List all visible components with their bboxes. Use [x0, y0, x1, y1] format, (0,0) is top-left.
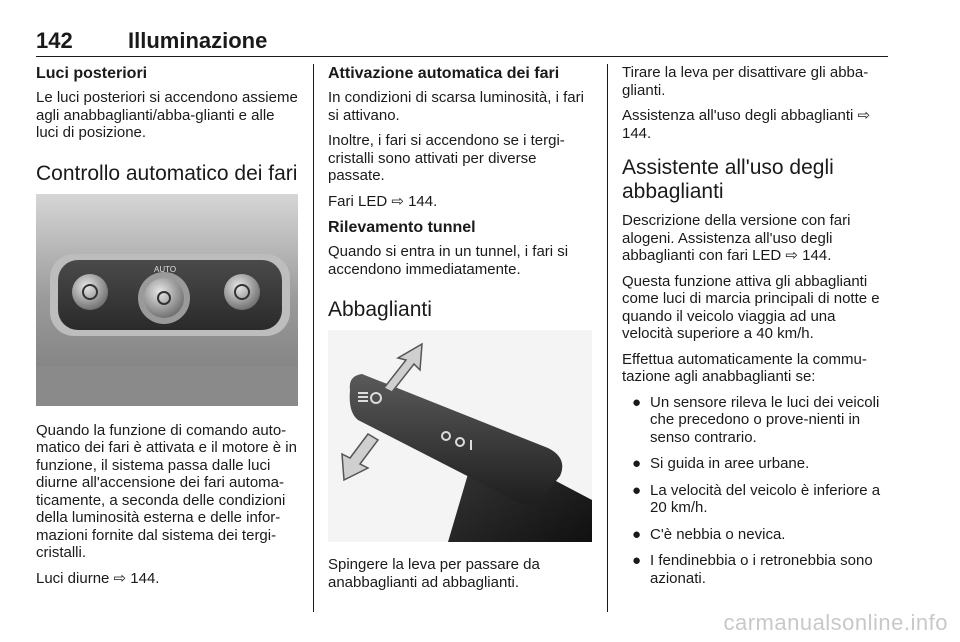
headlight-switch-illustration: [36, 194, 298, 406]
right-dial-icon: [224, 274, 260, 310]
paragraph-auto-switch: Effettua automaticamente la commu-tazione agli anabbaglianti se:: [622, 350, 867, 385]
left-dial-icon: [72, 274, 108, 310]
paragraph-rear-lights: Le luci posteriori si accendono assieme agli anabbaglianti/abba-glianti e alle luci di posizione.: [36, 89, 298, 141]
heading-high-beam: Abbaglianti: [328, 298, 432, 321]
paragraph-assist-ref: Assistenza all'uso degli abbaglianti ⇨ 144.: [622, 107, 871, 142]
heading-auto-activation: Attivazione automatica dei fari: [328, 65, 560, 82]
bullet-icon: ●: [632, 481, 642, 499]
bullet-icon: ●: [632, 525, 642, 543]
paragraph-tunnel: Quando si entra in un tunnel, i fari si accendono immediatamente.: [328, 243, 569, 278]
list-item: ● C'è nebbia o nevica.: [632, 525, 786, 543]
paragraph-auto-control: Quando la funzione di comando auto-matico dei fari è attivata e il motore è in funzione, il sistema passa dalle luci diurne all'accensione dei fari automa-ticamente, a seconda delle condizioni della luminosità esterna e delle infor-mazioni fornite dal sistema dei tergi-cristalli.: [36, 421, 297, 561]
paragraph-activation-2: Inoltre, i fari si accendono se i tergi-cristalli sono attivati per diverse passate.: [328, 132, 565, 184]
page-header: [36, 28, 888, 57]
column-3: [622, 64, 888, 596]
paragraph-assist-desc: Descrizione della versione con fari alogeni. Assistenza all'uso degli abbaglianti con fari LED ⇨ 144.: [622, 212, 851, 264]
column-divider: [313, 64, 314, 612]
turn-signal-lever-illustration: [328, 330, 592, 542]
bullet-icon: ●: [632, 393, 642, 411]
list-item: ● I fendinebbia o i retronebbia sono azionati.: [632, 552, 873, 587]
heading-high-beam-assist: Assistente all'uso degli abbaglianti: [622, 156, 834, 203]
paragraph-assist-function: Questa funzione attiva gli abbaglianti come luci di marcia principali di notte e quando il veicolo viaggia ad una velocità superiore a 40 km/h.: [622, 272, 880, 342]
bullet-icon: ●: [632, 552, 642, 569]
heading-rear-lights: Luci posteriori: [36, 65, 148, 82]
headlight-switch-photo: [36, 194, 298, 406]
paragraph-push-lever: Spingere la leva per passare da anabbaglianti ad abbaglianti.: [328, 556, 540, 591]
list-item: ● La velocità del veicolo è inferiore a 20 km/h.: [632, 481, 881, 516]
column-2: [328, 64, 592, 599]
lever-photo: [328, 330, 592, 542]
paragraph-activation-1: In condizioni di scarsa luminosità, i fari si attivano.: [328, 89, 584, 124]
chapter-title: Illuminazione: [128, 28, 268, 53]
conditions-list: [622, 394, 888, 588]
light-switch-knob-icon: [144, 278, 184, 318]
auto-label: AUTO: [154, 264, 177, 274]
bullet-icon: ●: [632, 455, 642, 472]
watermark: carmanualsonline.info: [723, 610, 948, 635]
heading-auto-control: Controllo automatico dei fari: [36, 161, 298, 185]
paragraph-drl-ref: Luci diurne ⇨ 144.: [36, 569, 160, 587]
list-item: ● Si guida in aree urbane.: [632, 455, 810, 472]
paragraph-pull-lever: Tirare la leva per disattivare gli abba-glianti.: [622, 64, 869, 99]
paragraph-led-ref: Fari LED ⇨ 144.: [328, 192, 438, 210]
page-number: 142: [36, 28, 73, 53]
column-1: [36, 64, 298, 595]
list-item: ● Un sensore rileva le luci dei veicoli che precedono o prove-nienti in senso contrario.: [632, 393, 880, 446]
heading-tunnel: Rilevamento tunnel: [328, 219, 476, 236]
column-divider: [607, 64, 608, 612]
